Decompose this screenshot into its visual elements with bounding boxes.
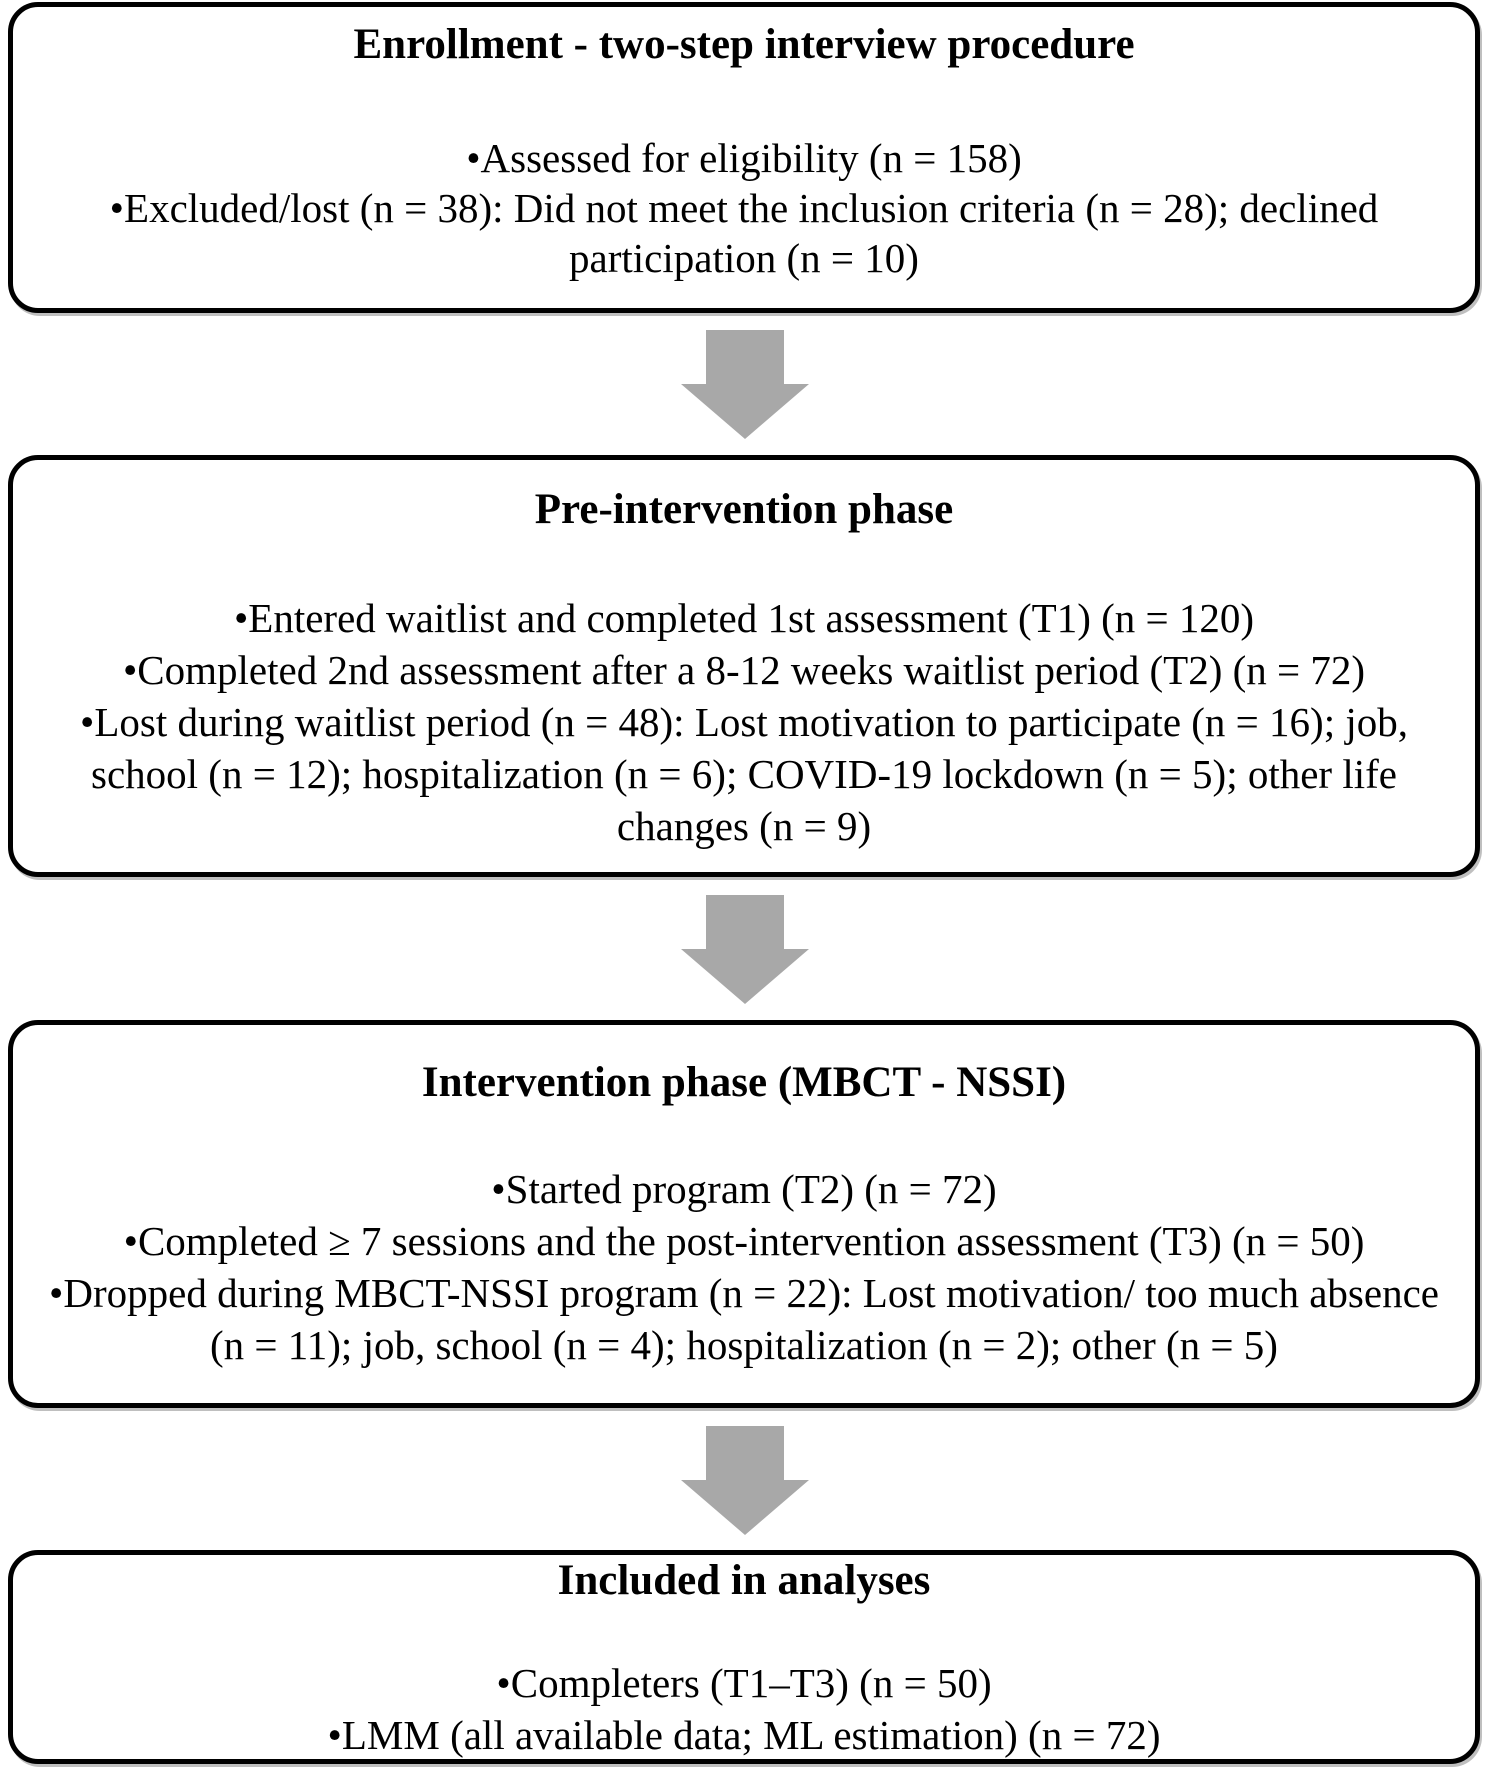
box-intervention-bullets [13, 1163, 1475, 1371]
bullet-item: •Entered waitlist and completed 1st assessment (T1) (n = 120) [233, 595, 1255, 641]
box-pre-intervention-title: Pre-intervention phase [534, 486, 954, 533]
bullet-item: •Lost during waitlist period (n = 48): Lost motivation to participate (n = 16); job, school (n = 12); hospitalization (n = 6); COVID-19 lockdown (n = 5); other life changes (n = 9) [80, 699, 1408, 849]
box-included-in-analyses [8, 1550, 1480, 1764]
box-enrollment [8, 2, 1480, 313]
box-pre-intervention [8, 455, 1480, 877]
bullet-item: •Completed ≥ 7 sessions and the post-intervention assessment (T3) (n = 50) [123, 1218, 1365, 1264]
box-pre-intervention-bullets [13, 592, 1475, 852]
box-enrollment-title: Enrollment - two-step interview procedure [353, 21, 1135, 68]
box-intervention-title: Intervention phase (MBCT - NSSI) [421, 1059, 1067, 1106]
down-arrow-head [681, 1480, 809, 1535]
bullet-item: •Dropped during MBCT-NSSI program (n = 22): Lost motivation/ too much absence (n = 11); job, school (n = 4); hospitalization (n = 2); other (n = 5) [49, 1270, 1439, 1368]
down-arrow-icon [681, 1426, 809, 1535]
down-arrow-icon [681, 895, 809, 1004]
bullet-item: •Assessed for eligibility (n = 158) [466, 135, 1022, 181]
bullet-item: •Started program (T2) (n = 72) [491, 1166, 997, 1212]
bullet-item: •Excluded/lost (n = 38): Did not meet the inclusion criteria (n = 28); declined participation (n = 10) [109, 185, 1379, 281]
box-included-in-analyses-title: Included in analyses [557, 1557, 931, 1604]
bullet-item: •Completers (T1–T3) (n = 50) [496, 1660, 992, 1706]
box-intervention [8, 1020, 1480, 1408]
down-arrow-icon [681, 330, 809, 439]
bullet-item: •LMM (all available data; ML estimation) (n = 72) [327, 1712, 1161, 1758]
down-arrow-shaft [706, 330, 784, 384]
bullet-item: •Completed 2nd assessment after a 8-12 weeks waitlist period (T2) (n = 72) [122, 647, 1366, 693]
box-included-in-analyses-bullets [13, 1657, 1475, 1761]
box-enrollment-bullets [13, 133, 1475, 283]
down-arrow-head [681, 384, 809, 439]
down-arrow-shaft [706, 895, 784, 949]
down-arrow-shaft [706, 1426, 784, 1480]
down-arrow-head [681, 949, 809, 1004]
